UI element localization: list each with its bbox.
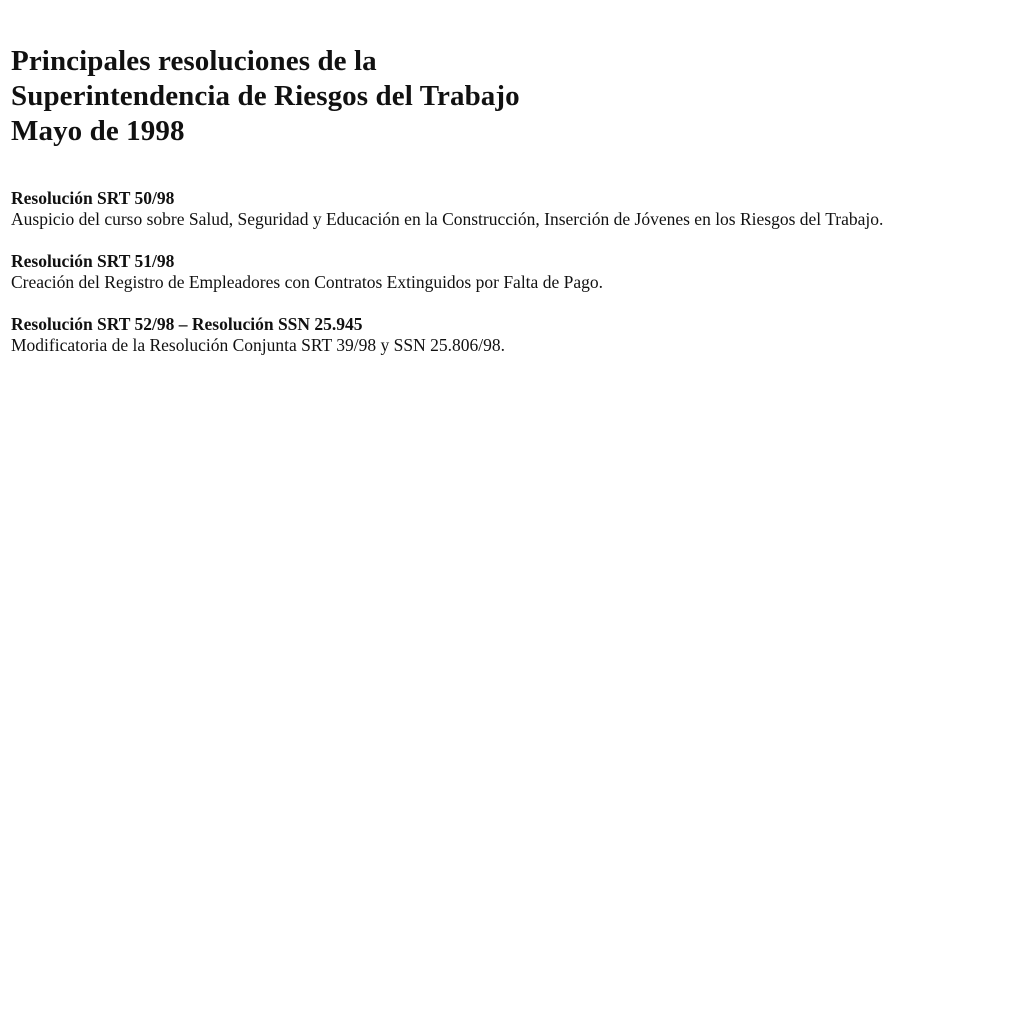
resolution-entry — [11, 251, 917, 293]
resolution-heading: Resolución SRT 52/98 – Resolución SSN 25.945 — [11, 314, 363, 334]
resolution-description: Modificatoria de la Resolución Conjunta SRT 39/98 y SSN 25.806/98. — [11, 335, 505, 355]
document-title — [11, 44, 917, 149]
resolution-heading: Resolución SRT 51/98 — [11, 251, 175, 271]
resolution-entry — [11, 314, 917, 356]
resolution-entry — [11, 188, 917, 230]
title-line: Principales resoluciones de la — [11, 45, 377, 77]
document-page — [11, 44, 917, 377]
title-line: Superintendencia de Riesgos del Trabajo — [11, 80, 520, 112]
resolution-description: Creación del Registro de Empleadores con Contratos Extinguidos por Falta de Pago. — [11, 272, 603, 292]
resolution-heading: Resolución SRT 50/98 — [11, 188, 175, 208]
resolution-description: Auspicio del curso sobre Salud, Seguridad y Educación en la Construcción, Inserción de Jóvenes en los Riesgos del Trabajo. — [11, 209, 884, 229]
title-date: Mayo de 1998 — [11, 115, 185, 147]
resolution-list — [11, 188, 917, 356]
